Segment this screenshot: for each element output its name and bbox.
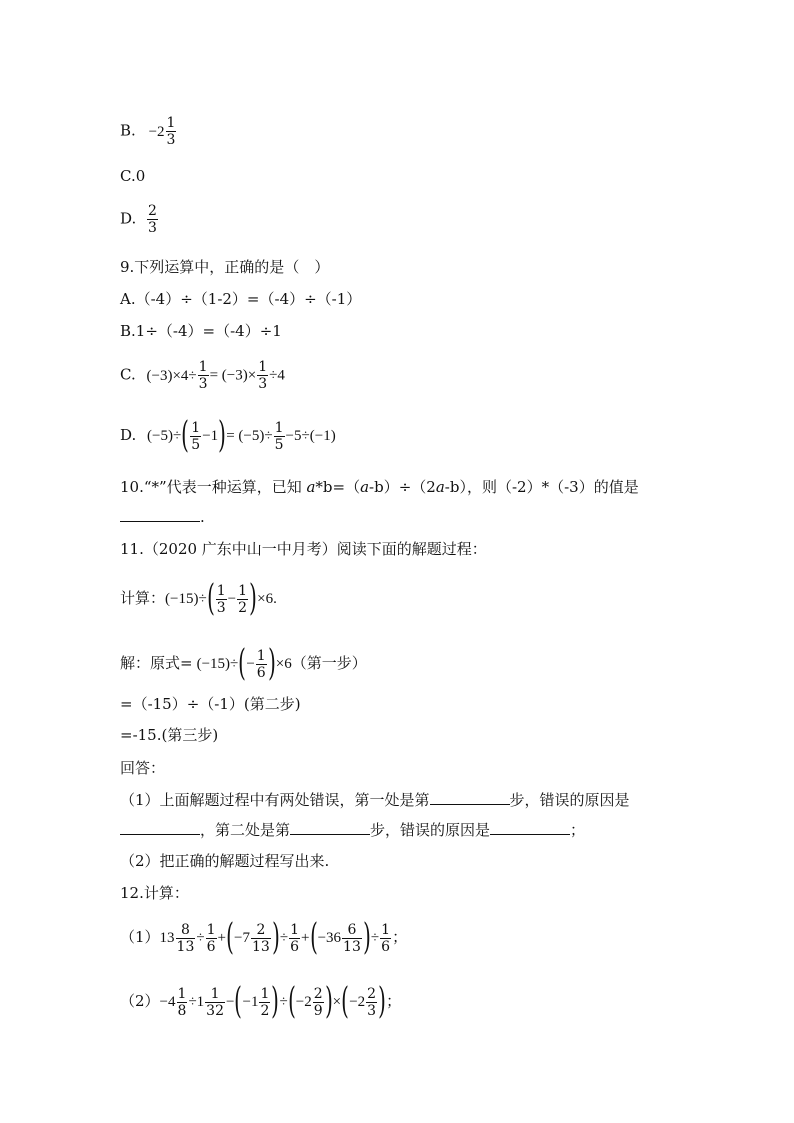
fraction: $\frac{6}{13}$ bbox=[343, 921, 361, 955]
q10-stem: 10.“*”代表一种运算，已知 a*b=（a-b）÷（2a-b），则（-2）*（-3）的值是 bbox=[120, 478, 639, 496]
left-paren: ( bbox=[341, 981, 350, 1022]
option-label: B. bbox=[120, 121, 136, 140]
q11-sub2: （2）把正确的解题过程写出来. bbox=[120, 852, 330, 870]
q11-step3: =-15.(第三步) bbox=[120, 726, 219, 744]
fraction: $\frac{1}{6}$ bbox=[290, 921, 300, 955]
q9-option-d bbox=[120, 417, 336, 455]
fraction: $\frac{2}{13}$ bbox=[252, 921, 270, 955]
q10-answer-line: . bbox=[120, 507, 205, 527]
fraction: $\frac{1}{2}$ bbox=[238, 582, 248, 616]
fraction: $\frac{1}{6}$ bbox=[381, 921, 391, 955]
fraction: $\frac{1}{3}$ bbox=[198, 359, 208, 392]
right-paren: ) bbox=[271, 981, 280, 1022]
answer-blank[interactable] bbox=[120, 820, 200, 835]
q9-stem: 9.下列运算中，正确的是（ ） bbox=[120, 258, 330, 276]
right-paren: ) bbox=[267, 643, 276, 684]
answer-blank[interactable] bbox=[490, 820, 570, 835]
q12-part1: （1）13 $\frac{8}{13}$ ÷ $\frac{1}{6}$ +(−7 $\frac{2}{13}$ )÷ $\frac{1}{6}$ +(−36 $\frac{6}{13}$ )÷ $\frac{1}{6}$ ； bbox=[120, 917, 408, 958]
option-d bbox=[120, 203, 159, 236]
fraction: $\frac{8}{13}$ bbox=[176, 921, 195, 955]
math-text: = (−5)÷ bbox=[226, 428, 273, 444]
left-paren: ( bbox=[181, 415, 190, 456]
q11-sub1-line1: （1）上面解题过程中有两处错误，第一处是第 步，错误的原因是 bbox=[120, 791, 630, 809]
option-c: C.0 bbox=[120, 167, 146, 185]
right-paren: ) bbox=[363, 917, 371, 958]
q11-sub1-line2: ，第二处是第 步，错误的原因是 ； bbox=[120, 820, 585, 840]
math-text: −1 bbox=[202, 428, 219, 444]
q11-solution: 解：原式= (−15)÷(− $\frac{1}{6}$ )×6（第一步） bbox=[120, 643, 367, 684]
q12-part2: （2）−4 $\frac{1}{8}$ ÷1 $\frac{1}{32}$ −(−1 $\frac{1}{2}$ )÷(−2 $\frac{2}{9}$ )×(−2 $\frac{2}{3}$ )； bbox=[120, 981, 402, 1022]
fraction: $\frac{1}{8}$ bbox=[177, 985, 187, 1019]
q11-step2: =（-15）÷（-1）(第二步) bbox=[120, 695, 301, 713]
right-paren: ) bbox=[378, 981, 386, 1022]
math-text: (−5)÷ bbox=[147, 428, 182, 444]
math-text: = (−3)× bbox=[209, 367, 257, 384]
fraction: $\frac{1}{5}$ bbox=[274, 419, 284, 453]
math-text: (−3)×4÷ bbox=[146, 367, 197, 384]
option-label: C. bbox=[120, 365, 136, 384]
right-paren: ) bbox=[249, 578, 257, 619]
math-text: ÷4 bbox=[269, 367, 285, 384]
fraction: $\frac{2}{3}$ bbox=[367, 985, 377, 1019]
option-label: D. bbox=[120, 209, 137, 228]
fraction: $\frac{1}{2}$ bbox=[260, 985, 270, 1019]
left-paren: ( bbox=[309, 917, 318, 958]
q12-stem: 12.计算： bbox=[120, 884, 189, 902]
math-text: −2 bbox=[148, 123, 165, 140]
answer-blank[interactable] bbox=[290, 820, 370, 835]
q11-answer-label: 回答： bbox=[120, 759, 166, 777]
math-text: (−15)÷ bbox=[165, 591, 207, 607]
right-paren: ) bbox=[272, 917, 280, 958]
fraction: $\frac{1}{6}$ bbox=[256, 647, 266, 681]
q11-stem: 11.（2020 广东中山一中月考）阅读下面的解题过程： bbox=[120, 540, 487, 558]
answer-blank[interactable] bbox=[120, 507, 200, 522]
left-paren: ( bbox=[206, 578, 215, 619]
q9-option-a: A.（-4）÷（1-2）=（-4）÷（-1） bbox=[120, 290, 362, 308]
fraction: $\frac{2}{9}$ bbox=[313, 985, 323, 1019]
fraction: $\frac{1}{32}$ bbox=[206, 985, 224, 1019]
q9-option-c bbox=[120, 359, 285, 392]
fraction: $\frac{1}{3}$ bbox=[166, 115, 176, 148]
option-label: D. bbox=[120, 426, 137, 444]
fraction: $\frac{1}{5}$ bbox=[191, 419, 201, 453]
fraction: $\frac{1}{6}$ bbox=[206, 921, 216, 955]
right-paren: ) bbox=[324, 981, 333, 1022]
math-text: −5÷(−1) bbox=[285, 428, 336, 444]
right-paren: ) bbox=[218, 415, 227, 456]
q9-option-b: B.1÷（-4）=（-4）÷1 bbox=[120, 322, 282, 340]
math-text: (−15)÷ bbox=[196, 656, 239, 672]
option-b bbox=[120, 115, 177, 148]
left-paren: ( bbox=[287, 981, 296, 1022]
q11-calc: 计算：(−15)÷( $\frac{1}{3}$ − $\frac{1}{2}$ )×6. bbox=[120, 578, 277, 619]
fraction: $\frac{1}{3}$ bbox=[258, 359, 268, 392]
fraction: $\frac{1}{3}$ bbox=[216, 582, 226, 616]
left-paren: ( bbox=[226, 917, 234, 958]
left-paren: ( bbox=[234, 981, 243, 1022]
left-paren: ( bbox=[238, 643, 247, 684]
fraction: $\frac{2}{3}$ bbox=[148, 203, 157, 236]
answer-blank[interactable] bbox=[430, 790, 510, 805]
